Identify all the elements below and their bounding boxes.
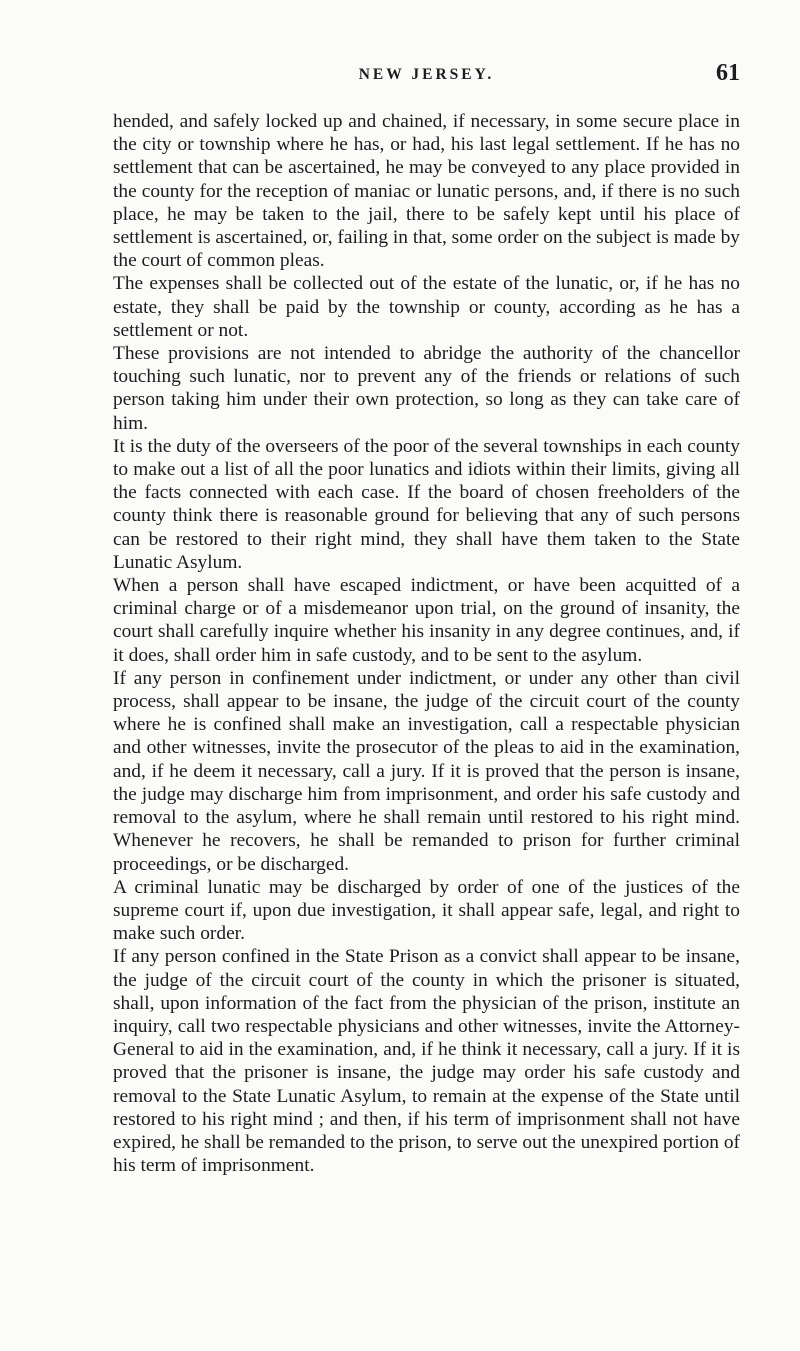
paragraph-criminal-lunatic-discharge: A criminal lunatic may be discharged by order of one of the justices of the supreme court if, upon due investigation, it shall appear safe, legal, and right to make such order. bbox=[113, 876, 740, 945]
paragraph-chancellor-authority: These provisions are not intended to abridge the authority of the chancellor touching such lunatic, nor to prevent any of the friends or relations of such person taking him under their own protection, so long as they can take care of him. bbox=[113, 343, 740, 434]
paragraph-overseers-duty: It is the duty of the overseers of the poor of the several townships in each county to make out a list of all the poor lunatics and idiots within their limits, giving all the facts connected with each case. If the board of chosen freeholders of the county think there is reasonable ground for believing that any of such persons can be restored to their right mind, they shall have them taken to the State Lunatic Asylum. bbox=[113, 435, 740, 573]
paragraph-confinement-investigation: If any person in confinement under indictment, or under any other than civil process, shall appear to be insane, the judge of the circuit court of the county where he is confined shall make an investigation, call a respectable physician and other witnesses, invite the prosecutor of the pleas to aid in the examination, and, if he deem it necessary, call a jury. If it is proved that the person is insane, the judge may discharge him from imprisonment, and order his safe custody and removal to the asylum, where he shall remain until restored to his right mind. Whenever he recovers, he shall be remanded to prison for further criminal proceedings, or be discharged. bbox=[113, 667, 740, 875]
paragraph-state-prison-convict: If any person confined in the State Prison as a convict shall appear to be insane, the judge of the circuit court of the county in which the prisoner is situated, shall, upon information of the fact from the physician of the prison, institute an inquiry, call two respectable physicians and other witnesses, invite the Attorney-General to aid in the examination, and, if he think it necessary, call a jury. If it is proved that the prisoner is insane, the judge may order his safe custody and removal to the State Lunatic Asylum, to remain at the expense of the State until restored to his right mind ; and then, if his term of imprisonment shall not have expired, he shall be remanded to the prison, to serve out the unexpired portion of his term of imprisonment. bbox=[113, 946, 740, 1177]
paragraph-expenses: The expenses shall be collected out of the estate of the lunatic, or, if he has no estate, they shall be paid by the township or county, according as he has a settlement or not. bbox=[113, 273, 740, 341]
paragraph-acquittal-insanity: When a person shall have escaped indictment, or have been acquitted of a criminal charge or of a misdemeanor upon trial, on the ground of insanity, the court shall carefully inquire whether his insanity in any degree continues, and, if it does, shall order him in safe custody, and to be sent to the asylum. bbox=[113, 575, 740, 666]
page-number: 61 bbox=[716, 60, 740, 86]
paragraph-custody: hended, and safely locked up and chained, if necessary, in some secure place in the city or township where he has, or had, his last legal settlement. If he has no settlement that can be ascertained, he may be conveyed to any place provided in the county for the reception of maniac or lunatic persons, and, if there is no such place, he may be taken to the jail, there to be safely kept until his place of settlement is ascertained, or, failing in that, some order on the subject is made by the court of common pleas. bbox=[113, 111, 740, 272]
running-head bbox=[113, 60, 740, 96]
body-text bbox=[113, 110, 740, 1177]
running-title: NEW JERSEY. bbox=[358, 66, 495, 83]
